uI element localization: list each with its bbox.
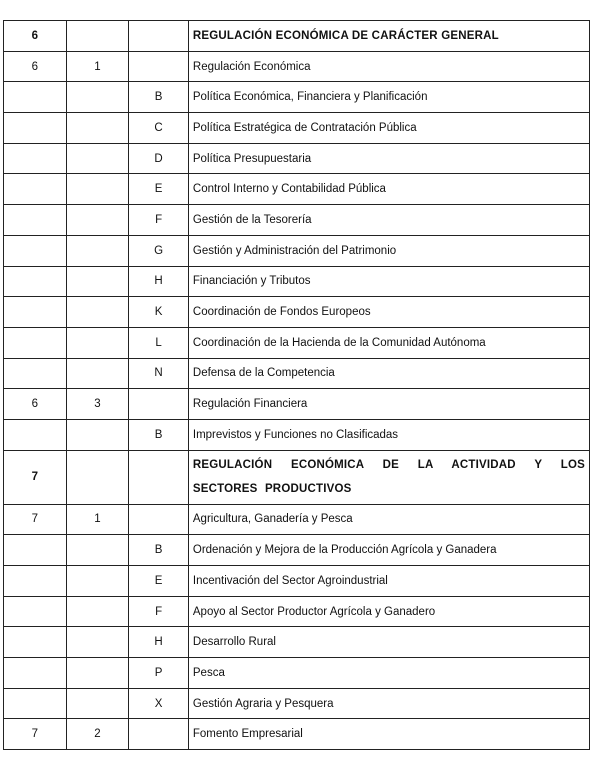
function-group-cell bbox=[4, 143, 67, 174]
subfunction-cell bbox=[129, 51, 189, 82]
subfunction-cell bbox=[129, 504, 189, 535]
function-cell bbox=[66, 266, 129, 297]
table-row bbox=[4, 205, 590, 236]
description-cell: Política Económica, Financiera y Planificación bbox=[188, 82, 589, 113]
function-cell bbox=[66, 535, 129, 566]
subfunction-cell: G bbox=[129, 235, 189, 266]
function-group-cell bbox=[4, 596, 67, 627]
function-group-cell bbox=[4, 419, 67, 450]
description-cell: Incentivación del Sector Agroindustrial bbox=[188, 566, 589, 597]
function-group-cell: 6 bbox=[4, 51, 67, 82]
subfunction-cell: E bbox=[129, 174, 189, 205]
subfunction-cell: P bbox=[129, 658, 189, 689]
table-row bbox=[4, 719, 590, 750]
section-header-row bbox=[4, 21, 590, 52]
table-row bbox=[4, 297, 590, 328]
table-row bbox=[4, 113, 590, 144]
description-cell: REGULACIÓN ECONÓMICA DE CARÁCTER GENERAL bbox=[188, 21, 589, 52]
subfunction-cell: D bbox=[129, 143, 189, 174]
subfunction-cell: B bbox=[129, 419, 189, 450]
table-row bbox=[4, 266, 590, 297]
function-cell bbox=[66, 82, 129, 113]
table-row bbox=[4, 688, 590, 719]
function-cell: 2 bbox=[66, 719, 129, 750]
function-cell: 1 bbox=[66, 504, 129, 535]
table-row bbox=[4, 358, 590, 389]
subfunction-cell: E bbox=[129, 566, 189, 597]
function-cell bbox=[66, 205, 129, 236]
function-group-cell bbox=[4, 358, 67, 389]
function-cell bbox=[66, 113, 129, 144]
subfunction-cell bbox=[129, 450, 189, 504]
function-group-cell bbox=[4, 297, 67, 328]
subfunction-cell: N bbox=[129, 358, 189, 389]
description-cell: Regulación Económica bbox=[188, 51, 589, 82]
description-cell: Regulación Financiera bbox=[188, 389, 589, 420]
description-cell: Coordinación de la Hacienda de la Comunidad Autónoma bbox=[188, 327, 589, 358]
function-group-cell: 7 bbox=[4, 719, 67, 750]
description-cell: Pesca bbox=[188, 658, 589, 689]
description-cell: Agricultura, Ganadería y Pesca bbox=[188, 504, 589, 535]
subfunction-cell: H bbox=[129, 627, 189, 658]
description-cell: Política Presupuestaria bbox=[188, 143, 589, 174]
subfunction-cell: L bbox=[129, 327, 189, 358]
subfunction-cell bbox=[129, 389, 189, 420]
function-group-cell bbox=[4, 566, 67, 597]
function-group-cell bbox=[4, 627, 67, 658]
description-cell: Ordenación y Mejora de la Producción Agrícola y Ganadera bbox=[188, 535, 589, 566]
function-cell bbox=[66, 327, 129, 358]
function-group-cell bbox=[4, 82, 67, 113]
description-cell: Apoyo al Sector Productor Agrícola y Ganadero bbox=[188, 596, 589, 627]
function-group-cell: 6 bbox=[4, 389, 67, 420]
function-cell bbox=[66, 174, 129, 205]
subfunction-cell: B bbox=[129, 82, 189, 113]
function-cell bbox=[66, 21, 129, 52]
function-cell: 3 bbox=[66, 389, 129, 420]
subfunction-cell bbox=[129, 21, 189, 52]
function-group-cell bbox=[4, 688, 67, 719]
function-cell bbox=[66, 627, 129, 658]
function-cell bbox=[66, 688, 129, 719]
function-group-cell bbox=[4, 266, 67, 297]
table-row bbox=[4, 419, 590, 450]
description-cell: Desarrollo Rural bbox=[188, 627, 589, 658]
function-cell bbox=[66, 596, 129, 627]
description-cell: Imprevistos y Funciones no Clasificadas bbox=[188, 419, 589, 450]
description-cell: Gestión Agraria y Pesquera bbox=[188, 688, 589, 719]
function-cell bbox=[66, 658, 129, 689]
table-row bbox=[4, 535, 590, 566]
function-cell: 1 bbox=[66, 51, 129, 82]
table-row bbox=[4, 327, 590, 358]
description-cell: Política Estratégica de Contratación Pública bbox=[188, 113, 589, 144]
table-row bbox=[4, 658, 590, 689]
table-row bbox=[4, 596, 590, 627]
section-header-row bbox=[4, 450, 590, 504]
table-row bbox=[4, 389, 590, 420]
function-cell bbox=[66, 566, 129, 597]
subfunction-cell: F bbox=[129, 596, 189, 627]
table-row bbox=[4, 627, 590, 658]
function-cell bbox=[66, 419, 129, 450]
function-group-cell: 6 bbox=[4, 21, 67, 52]
subfunction-cell: F bbox=[129, 205, 189, 236]
table-row bbox=[4, 82, 590, 113]
description-cell: Defensa de la Competencia bbox=[188, 358, 589, 389]
function-cell bbox=[66, 450, 129, 504]
classification-table bbox=[3, 20, 590, 750]
subfunction-cell: X bbox=[129, 688, 189, 719]
function-group-cell: 7 bbox=[4, 450, 67, 504]
function-group-cell bbox=[4, 658, 67, 689]
table-row bbox=[4, 504, 590, 535]
description-cell: Control Interno y Contabilidad Pública bbox=[188, 174, 589, 205]
description-cell: Fomento Empresarial bbox=[188, 719, 589, 750]
function-group-cell bbox=[4, 535, 67, 566]
function-group-cell bbox=[4, 174, 67, 205]
subfunction-cell: C bbox=[129, 113, 189, 144]
table-row bbox=[4, 235, 590, 266]
function-group-cell bbox=[4, 235, 67, 266]
function-group-cell bbox=[4, 205, 67, 236]
description-cell: Gestión de la Tesorería bbox=[188, 205, 589, 236]
subfunction-cell: B bbox=[129, 535, 189, 566]
function-cell bbox=[66, 297, 129, 328]
table-row bbox=[4, 566, 590, 597]
function-cell bbox=[66, 143, 129, 174]
table-row bbox=[4, 51, 590, 82]
table-body bbox=[4, 21, 590, 750]
function-cell bbox=[66, 358, 129, 389]
description-cell: Gestión y Administración del Patrimonio bbox=[188, 235, 589, 266]
table-row bbox=[4, 143, 590, 174]
function-group-cell: 7 bbox=[4, 504, 67, 535]
description-cell: Financiación y Tributos bbox=[188, 266, 589, 297]
table-row bbox=[4, 174, 590, 205]
description-cell: REGULACIÓN ECONÓMICA DE LA ACTIVIDAD Y LOS SECTORES PRODUCTIVOS bbox=[188, 450, 589, 504]
description-cell: Coordinación de Fondos Europeos bbox=[188, 297, 589, 328]
subfunction-cell: H bbox=[129, 266, 189, 297]
subfunction-cell bbox=[129, 719, 189, 750]
function-cell bbox=[66, 235, 129, 266]
function-group-cell bbox=[4, 327, 67, 358]
function-group-cell bbox=[4, 113, 67, 144]
subfunction-cell: K bbox=[129, 297, 189, 328]
